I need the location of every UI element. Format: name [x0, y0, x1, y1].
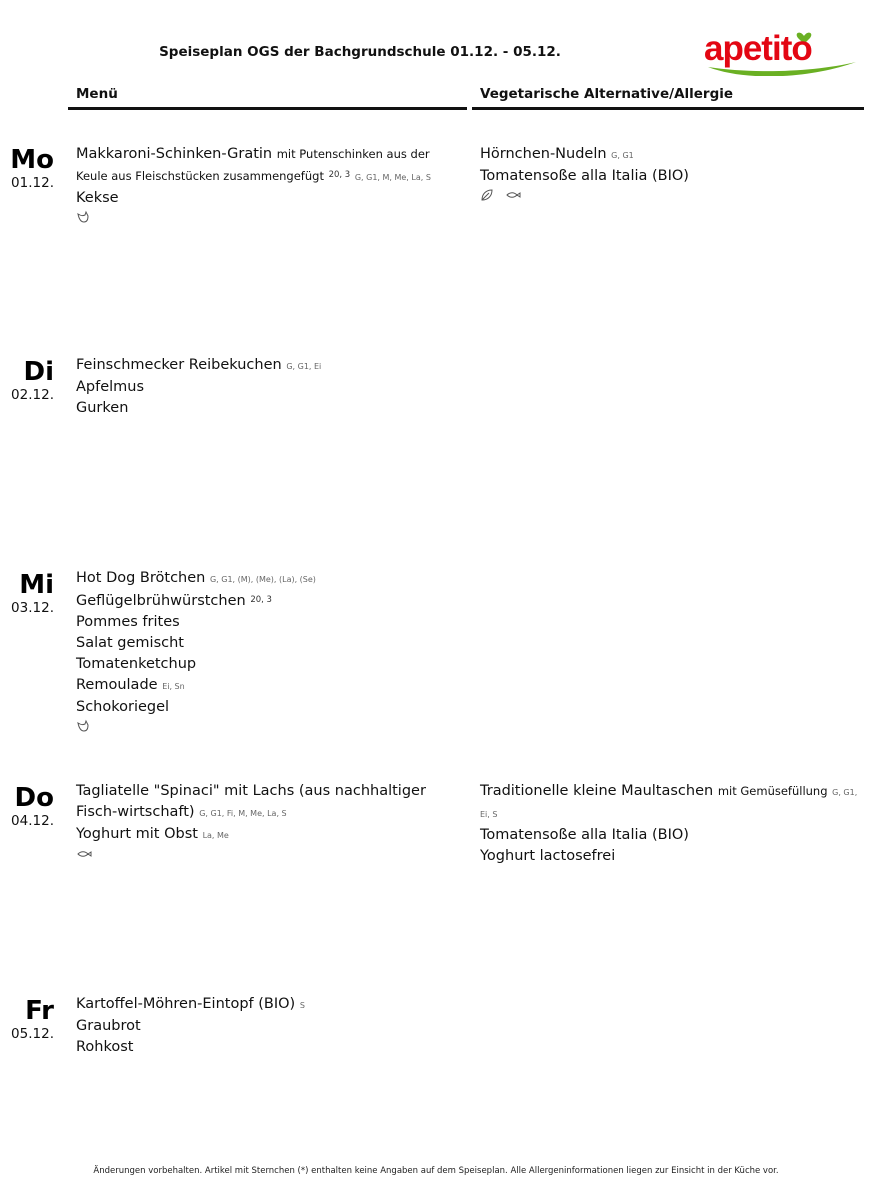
veg-item: Hörnchen-Nudeln G, G1	[480, 146, 634, 162]
menu-item: Makkaroni-Schinken-Gratin mit Putenschinken aus der Keule aus Fleischstücken zusammengefügt $^{20, 3}$ G, G1, M, Me, La, S	[76, 146, 431, 183]
menu-item: Remoulade Ei, Sn	[76, 677, 185, 693]
menu-item: Schokoriegel	[76, 699, 170, 715]
column-header-menu: Menü	[68, 86, 467, 110]
footer-note: Änderungen vorbehalten. Artikel mit Sternchen (*) enthalten keine Angaben auf dem Speiseplan. Alle Allergeninformationen liegen zur Einsicht in der Küche vor.	[93, 1166, 779, 1176]
menu-icons	[76, 719, 456, 735]
day-label-thursday	[0, 784, 54, 830]
veg-icons	[480, 188, 860, 204]
chicken-icon	[76, 719, 90, 733]
day-abbr: Di	[23, 357, 54, 387]
day-date: 02.12.	[11, 387, 54, 403]
day-label-wednesday	[0, 571, 54, 617]
day-date: 04.12.	[11, 813, 54, 829]
menu-item: Kartoffel-Möhren-Eintopf (BIO) S	[76, 996, 305, 1012]
fish-icon	[76, 847, 92, 861]
day-date: 03.12.	[11, 600, 54, 616]
veg-item: Traditionelle kleine Maultaschen mit Gemüsefüllung G, G1, Ei, S	[480, 783, 858, 819]
menu-item: Hot Dog Brötchen G, G1, (M), (Me), (La), (Se)	[76, 570, 316, 586]
veg-cell-monday	[480, 144, 860, 204]
chicken-icon	[76, 210, 90, 224]
menu-item: Kekse	[76, 190, 119, 206]
column-header-vegetarian: Vegetarische Alternative/Allergie	[472, 86, 864, 110]
veg-item: Tomatensoße alla Italia (BIO)	[480, 168, 689, 184]
veg-cell-thursday	[480, 781, 860, 867]
day-abbr: Mo	[10, 145, 54, 175]
menu-item: Graubrot	[76, 1018, 141, 1034]
menu-cell-thursday	[76, 781, 456, 863]
day-abbr: Fr	[25, 996, 54, 1026]
veg-item: Tomatensoße alla Italia (BIO)	[480, 827, 689, 843]
menu-item: Gurken	[76, 400, 129, 416]
day-date: 05.12.	[11, 1026, 54, 1042]
fish-icon	[505, 188, 521, 202]
apetito-logo	[702, 22, 862, 76]
vegetarian-leaf-icon	[480, 188, 494, 202]
svg-text:apetito: apetito	[704, 29, 812, 68]
menu-cell-monday	[76, 144, 456, 226]
menu-cell-friday	[76, 994, 456, 1058]
veg-item: Yoghurt lactosefrei	[480, 848, 616, 864]
menu-icons	[76, 210, 456, 226]
menu-item: Pommes frites	[76, 614, 180, 630]
menu-item: Feinschmecker Reibekuchen G, G1, Ei	[76, 357, 322, 373]
day-label-monday	[0, 146, 54, 192]
menu-item: Tagliatelle "Spinaci" mit Lachs (aus nachhaltiger Fisch-wirtschaft) G, G1, Fi, M, Me, La, S	[76, 783, 426, 820]
menu-cell-tuesday	[76, 355, 456, 419]
menu-item: Tomatenketchup	[76, 656, 197, 672]
day-label-friday	[0, 997, 54, 1043]
menu-item: Geflügelbrühwürstchen $^{20, 3}$	[76, 593, 272, 609]
page-title: Speiseplan OGS der Bachgrundschule 01.12. - 05.12.	[159, 44, 561, 60]
day-label-tuesday	[0, 358, 54, 404]
menu-cell-wednesday	[76, 568, 456, 735]
menu-item: Yoghurt mit Obst La, Me	[76, 826, 229, 842]
menu-item: Apfelmus	[76, 379, 145, 395]
menu-item: Rohkost	[76, 1039, 134, 1055]
day-abbr: Do	[14, 783, 54, 813]
day-date: 01.12.	[11, 175, 54, 191]
day-abbr: Mi	[19, 570, 54, 600]
menu-icons	[76, 847, 456, 863]
menu-item: Salat gemischt	[76, 635, 184, 651]
